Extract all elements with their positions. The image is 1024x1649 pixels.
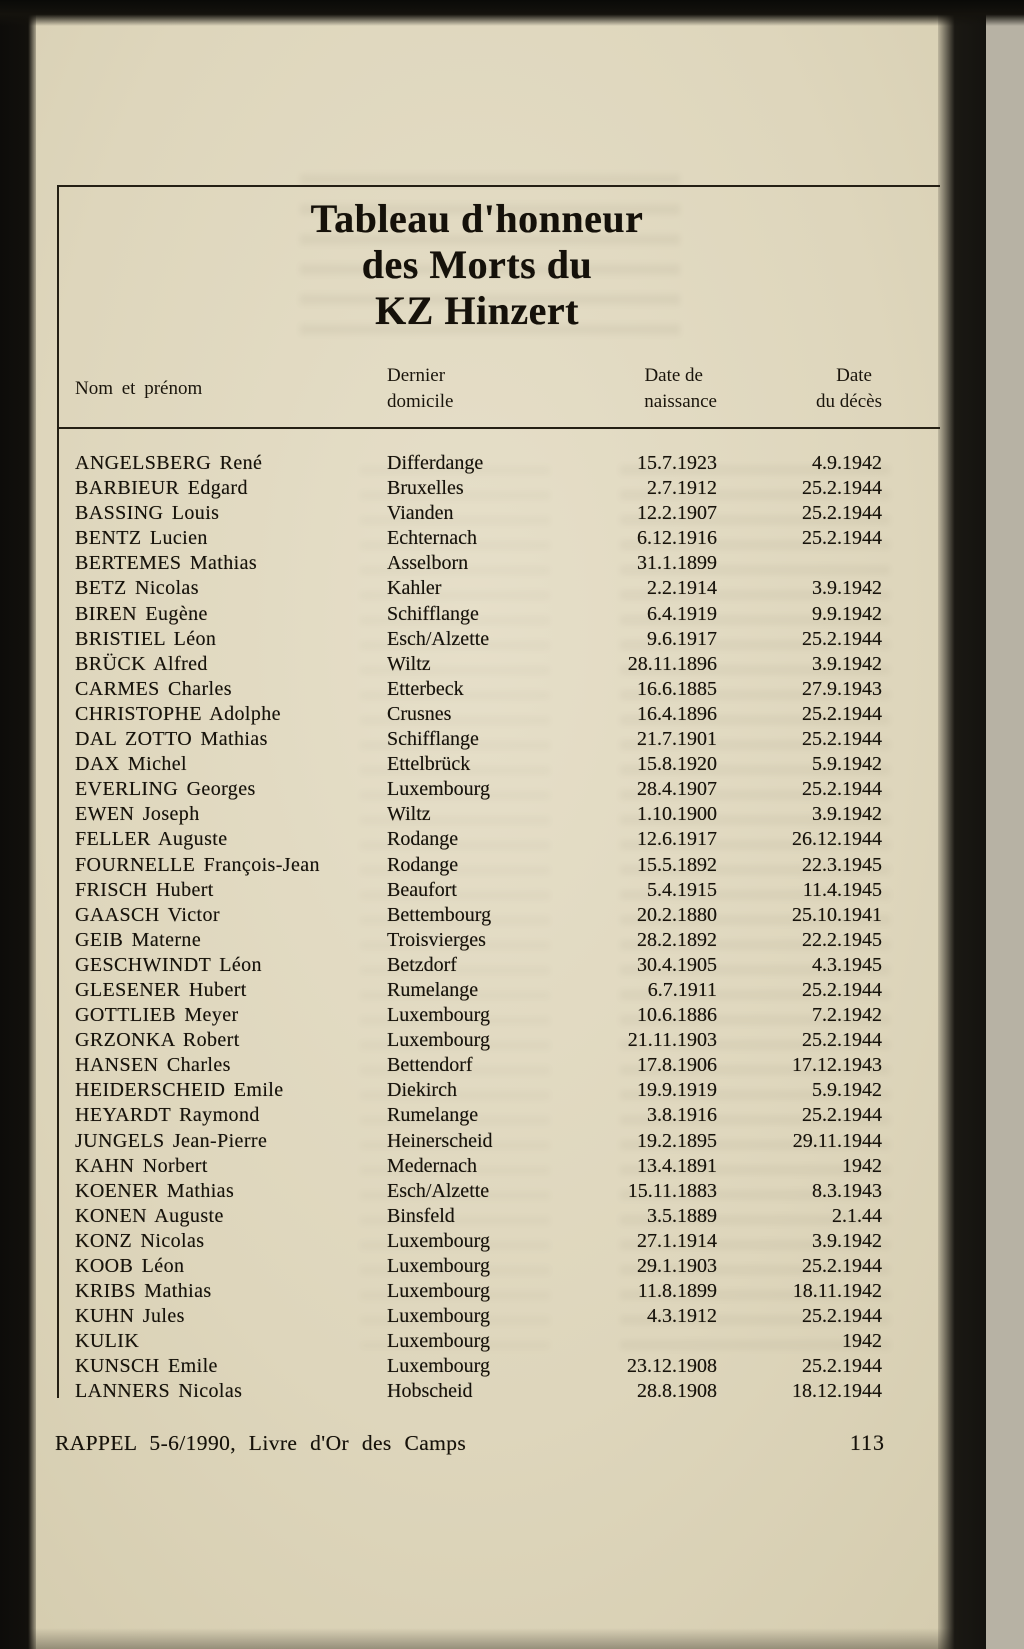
cell-domicile: Differdange xyxy=(387,452,484,474)
page-title-line-1: Tableau d'honneur xyxy=(310,196,644,241)
cell-birth-date: 21.11.1903 xyxy=(627,1029,717,1052)
cell-name: FELLER Auguste xyxy=(75,828,228,851)
cell-domicile: Bettendorf xyxy=(387,1054,473,1077)
cell-birth-date: 17.8.1906 xyxy=(637,1054,717,1077)
cell-birth-date: 28.8.1908 xyxy=(637,1380,717,1403)
column-header-name-label: Nom et prénom xyxy=(75,378,203,399)
cell-name: KAHN Norbert xyxy=(75,1154,208,1177)
cell-domicile: Ettelbrück xyxy=(387,753,471,776)
cell-death-date: 29.11.1944 xyxy=(792,1129,882,1152)
table-top-rule xyxy=(57,185,940,187)
page-title xyxy=(57,196,897,334)
cell-domicile: Wiltz xyxy=(387,803,431,826)
cell-birth-date: 29.1.1903 xyxy=(637,1255,717,1277)
page-title-line-2: des Morts du xyxy=(361,242,593,287)
table-row xyxy=(57,653,940,678)
cell-birth-date: 2.7.1912 xyxy=(647,477,717,500)
cell-death-date: 25.2.1944 xyxy=(802,527,882,550)
column-header-domicile-line1: Dernier xyxy=(387,365,446,386)
cell-birth-date: 31.1.1899 xyxy=(637,552,717,575)
cell-name: ANGELSBERG René xyxy=(75,452,263,474)
cell-name: BERTEMES Mathias xyxy=(75,552,258,575)
page-title-line-3: KZ Hinzert xyxy=(375,288,579,333)
table-row xyxy=(57,1230,940,1255)
cell-domicile: Bruxelles xyxy=(387,477,464,500)
footer-source: RAPPEL 5-6/1990, Livre d'Or des Camps xyxy=(55,1431,467,1455)
table-row xyxy=(57,1205,940,1230)
cell-birth-date: 27.1.1914 xyxy=(637,1229,717,1252)
cell-birth-date: 4.3.1912 xyxy=(647,1305,717,1328)
cell-death-date: 25.2.1944 xyxy=(802,1355,882,1378)
table-row xyxy=(57,1180,940,1205)
cell-birth-date: 6.12.1916 xyxy=(637,527,717,550)
cell-domicile: Medernach xyxy=(387,1154,477,1177)
cell-name: GLESENER Hubert xyxy=(75,978,247,1001)
cell-domicile: Schifflange xyxy=(387,728,479,751)
cell-domicile: Luxembourg xyxy=(387,1280,490,1303)
cell-domicile: Luxembourg xyxy=(387,1355,490,1378)
cell-birth-date: 28.4.1907 xyxy=(637,778,717,801)
cell-birth-date: 15.7.1923 xyxy=(637,452,717,474)
table-row xyxy=(57,527,940,552)
cell-birth-date: 1.10.1900 xyxy=(637,803,717,826)
table-row xyxy=(57,753,940,778)
cell-birth-date: 21.7.1901 xyxy=(637,728,717,751)
cell-birth-date: 11.8.1899 xyxy=(637,1280,717,1303)
cell-domicile: Wiltz xyxy=(387,652,431,675)
table-row xyxy=(57,1355,940,1380)
cell-death-date: 3.9.1942 xyxy=(812,1229,882,1252)
cell-birth-date: 16.6.1885 xyxy=(637,677,717,700)
column-header-death-date xyxy=(717,363,882,415)
cell-birth-date: 23.12.1908 xyxy=(627,1355,717,1378)
table-row xyxy=(57,1255,940,1280)
cell-death-date: 18.12.1944 xyxy=(792,1380,882,1403)
cell-domicile: Kahler xyxy=(387,577,442,600)
cell-name: KUHN Jules xyxy=(75,1305,185,1328)
cell-name: HANSEN Charles xyxy=(75,1054,231,1077)
table-row xyxy=(57,603,940,628)
table-row xyxy=(57,904,940,929)
cell-name: BRISTIEL Léon xyxy=(75,627,217,650)
cell-death-date: 9.9.1942 xyxy=(812,602,882,625)
cell-domicile: Luxembourg xyxy=(387,1029,490,1052)
table-row xyxy=(57,477,940,502)
cell-domicile: Betzdorf xyxy=(387,953,457,976)
cell-domicile: Esch/Alzette xyxy=(387,627,490,650)
cell-death-date: 26.12.1944 xyxy=(792,828,882,851)
cell-domicile: Asselborn xyxy=(387,552,469,575)
cell-death-date: 5.9.1942 xyxy=(812,753,882,776)
cell-domicile: Luxembourg xyxy=(387,1004,490,1027)
column-header-birth-line1: Date de xyxy=(644,365,703,386)
cell-death-date: 18.11.1942 xyxy=(792,1280,882,1303)
table-row xyxy=(57,1330,940,1355)
table-row xyxy=(57,678,940,703)
cell-name: KULIK xyxy=(75,1330,140,1353)
cell-birth-date: 3.5.1889 xyxy=(647,1204,717,1227)
column-header-death-line2: du décès xyxy=(816,391,882,412)
cell-name: KOOB Léon xyxy=(75,1255,185,1277)
cell-death-date: 1942 xyxy=(842,1154,882,1177)
cell-domicile: Crusnes xyxy=(387,702,452,725)
cell-death-date: 25.2.1944 xyxy=(802,477,882,500)
cell-death-date: 25.2.1944 xyxy=(802,728,882,751)
column-header-domicile-line2: domicile xyxy=(387,391,454,412)
cell-name: FOURNELLE François-Jean xyxy=(75,853,320,876)
cell-name: BASSING Louis xyxy=(75,502,220,525)
cell-birth-date: 30.4.1905 xyxy=(637,953,717,976)
table-left-rule xyxy=(57,185,59,1398)
table-row xyxy=(57,1004,940,1029)
cell-birth-date: 15.8.1920 xyxy=(637,753,717,776)
cell-name: GOTTLIEB Meyer xyxy=(75,1004,239,1027)
cell-birth-date: 9.6.1917 xyxy=(647,627,717,650)
cell-birth-date: 6.4.1919 xyxy=(647,602,717,625)
scan-edge-top xyxy=(0,0,1024,26)
cell-death-date: 22.2.1945 xyxy=(802,928,882,951)
cell-death-date: 25.2.1944 xyxy=(802,702,882,725)
cell-name: HEIDERSCHEID Emile xyxy=(75,1079,284,1102)
table-row xyxy=(57,854,940,879)
cell-death-date: 27.9.1943 xyxy=(802,677,882,700)
cell-name: BETZ Nicolas xyxy=(75,577,199,600)
cell-death-date: 7.2.1942 xyxy=(812,1004,882,1027)
cell-domicile: Diekirch xyxy=(387,1079,457,1102)
cell-name: GESCHWINDT Léon xyxy=(75,953,262,976)
cell-birth-date: 10.6.1886 xyxy=(637,1004,717,1027)
cell-domicile: Beaufort xyxy=(387,878,457,901)
cell-birth-date: 19.2.1895 xyxy=(637,1129,717,1152)
cell-birth-date: 12.2.1907 xyxy=(637,502,717,525)
table-row xyxy=(57,929,940,954)
cell-name: FRISCH Hubert xyxy=(75,878,214,901)
cell-domicile: Etterbeck xyxy=(387,677,464,700)
cell-name: DAX Michel xyxy=(75,753,187,776)
cell-domicile: Schifflange xyxy=(387,602,479,625)
table-row xyxy=(57,502,940,527)
cell-death-date: 3.9.1942 xyxy=(812,652,882,675)
cell-birth-date: 28.11.1896 xyxy=(627,652,717,675)
cell-name: KONZ Nicolas xyxy=(75,1229,205,1252)
cell-name: DAL ZOTTO Mathias xyxy=(75,728,268,751)
scan-edge-bottom xyxy=(0,1628,1024,1649)
cell-birth-date: 5.4.1915 xyxy=(647,878,717,901)
table-header-rule xyxy=(57,427,940,429)
table-row xyxy=(57,628,940,653)
cell-birth-date: 15.11.1883 xyxy=(627,1179,717,1202)
cell-domicile: Vianden xyxy=(387,502,454,525)
cell-birth-date: 19.9.1919 xyxy=(637,1079,717,1102)
table-row xyxy=(57,703,940,728)
column-header-birth-line2: naissance xyxy=(644,391,717,412)
table-row xyxy=(57,1380,940,1405)
scan-edge-left xyxy=(0,0,36,1649)
cell-name: BIREN Eugène xyxy=(75,602,208,625)
column-header-name xyxy=(57,363,387,415)
column-header-death-line1: Date xyxy=(836,365,872,386)
cell-name: EVERLING Georges xyxy=(75,778,256,801)
cell-domicile: Luxembourg xyxy=(387,778,490,801)
cell-death-date: 4.3.1945 xyxy=(812,953,882,976)
cell-domicile: Luxembourg xyxy=(387,1305,490,1328)
cell-death-date: 25.2.1944 xyxy=(802,1029,882,1052)
table-row xyxy=(57,577,940,602)
table-row xyxy=(57,879,940,904)
cell-name: GAASCH Victor xyxy=(75,903,220,926)
cell-domicile: Rodange xyxy=(387,853,459,876)
cell-birth-date: 16.4.1896 xyxy=(637,702,717,725)
cell-name: GRZONKA Robert xyxy=(75,1029,240,1052)
cell-name: KOENER Mathias xyxy=(75,1179,235,1202)
cell-death-date: 22.3.1945 xyxy=(802,853,882,876)
cell-death-date: 25.2.1944 xyxy=(802,1305,882,1328)
table-row xyxy=(57,803,940,828)
cell-domicile: Luxembourg xyxy=(387,1229,490,1252)
column-header-domicile xyxy=(387,363,577,415)
table-row xyxy=(57,1305,940,1330)
cell-domicile: Rumelange xyxy=(387,1104,479,1127)
cell-name: HEYARDT Raymond xyxy=(75,1104,260,1127)
cell-death-date: 3.9.1942 xyxy=(812,577,882,600)
cell-birth-date: 13.4.1891 xyxy=(637,1154,717,1177)
table-row xyxy=(57,1054,940,1079)
table-row xyxy=(57,1029,940,1054)
cell-death-date: 4.9.1942 xyxy=(812,452,882,474)
scan-edge-right xyxy=(938,0,986,1649)
cell-domicile: Luxembourg xyxy=(387,1330,490,1353)
cell-death-date: 17.12.1943 xyxy=(792,1054,882,1077)
cell-domicile: Echternach xyxy=(387,527,477,550)
cell-name: EWEN Joseph xyxy=(75,803,200,826)
table-row xyxy=(57,1280,940,1305)
cell-name: BARBIEUR Edgard xyxy=(75,477,248,500)
cell-domicile: Esch/Alzette xyxy=(387,1179,490,1202)
cell-death-date: 25.2.1944 xyxy=(802,502,882,525)
cell-name: KRIBS Mathias xyxy=(75,1280,212,1303)
cell-death-date: 25.2.1944 xyxy=(802,778,882,801)
cell-birth-date: 6.7.1911 xyxy=(647,978,717,1001)
cell-domicile: Rodange xyxy=(387,828,459,851)
table-row xyxy=(57,452,940,477)
table-header-row xyxy=(57,363,940,415)
cell-domicile: Binsfeld xyxy=(387,1204,455,1227)
table-row xyxy=(57,1155,940,1180)
column-header-birth-date xyxy=(577,363,717,415)
cell-domicile: Luxembourg xyxy=(387,1255,490,1277)
table-row xyxy=(57,778,940,803)
cell-death-date: 25.2.1944 xyxy=(802,627,882,650)
table-row xyxy=(57,552,940,577)
cell-name: CARMES Charles xyxy=(75,677,232,700)
cell-birth-date: 3.8.1916 xyxy=(647,1104,717,1127)
cell-death-date: 2.1.44 xyxy=(832,1204,882,1227)
cell-birth-date: 20.2.1880 xyxy=(637,903,717,926)
cell-birth-date: 2.2.1914 xyxy=(647,577,717,600)
cell-name: BENTZ Lucien xyxy=(75,527,208,550)
cell-death-date: 25.2.1944 xyxy=(802,978,882,1001)
cell-name: KONEN Auguste xyxy=(75,1204,224,1227)
cell-birth-date: 28.2.1892 xyxy=(637,928,717,951)
cell-name: LANNERS Nicolas xyxy=(75,1380,243,1403)
table-row xyxy=(57,828,940,853)
cell-death-date: 25.2.1944 xyxy=(802,1255,882,1277)
cell-death-date: 8.3.1943 xyxy=(812,1179,882,1202)
page-footer xyxy=(55,1430,885,1456)
table-row xyxy=(57,1104,940,1129)
cell-name: JUNGELS Jean-Pierre xyxy=(75,1129,268,1152)
table-body xyxy=(57,452,940,1406)
cell-domicile: Bettembourg xyxy=(387,903,492,926)
cell-domicile: Troisvierges xyxy=(387,928,486,951)
cell-name: GEIB Materne xyxy=(75,928,202,951)
table-row xyxy=(57,979,940,1004)
cell-birth-date: 15.5.1892 xyxy=(637,853,717,876)
table-row xyxy=(57,954,940,979)
cell-death-date: 11.4.1945 xyxy=(802,878,882,901)
table-row xyxy=(57,728,940,753)
cell-death-date: 1942 xyxy=(842,1330,882,1353)
cell-death-date: 25.2.1944 xyxy=(802,1104,882,1127)
scan-background-right xyxy=(986,0,1024,1649)
table-row xyxy=(57,1130,940,1155)
cell-name: BRÜCK Alfred xyxy=(75,652,208,675)
cell-death-date: 25.10.1941 xyxy=(792,903,882,926)
page-number: 113 xyxy=(849,1430,885,1455)
cell-domicile: Hobscheid xyxy=(387,1380,473,1403)
cell-name: KUNSCH Emile xyxy=(75,1355,218,1378)
cell-birth-date: 12.6.1917 xyxy=(637,828,717,851)
cell-death-date: 5.9.1942 xyxy=(812,1079,882,1102)
cell-domicile: Rumelange xyxy=(387,978,479,1001)
cell-domicile: Heinerscheid xyxy=(387,1129,493,1152)
table-row xyxy=(57,1079,940,1104)
cell-death-date: 3.9.1942 xyxy=(812,803,882,826)
cell-name: CHRISTOPHE Adolphe xyxy=(75,702,281,725)
